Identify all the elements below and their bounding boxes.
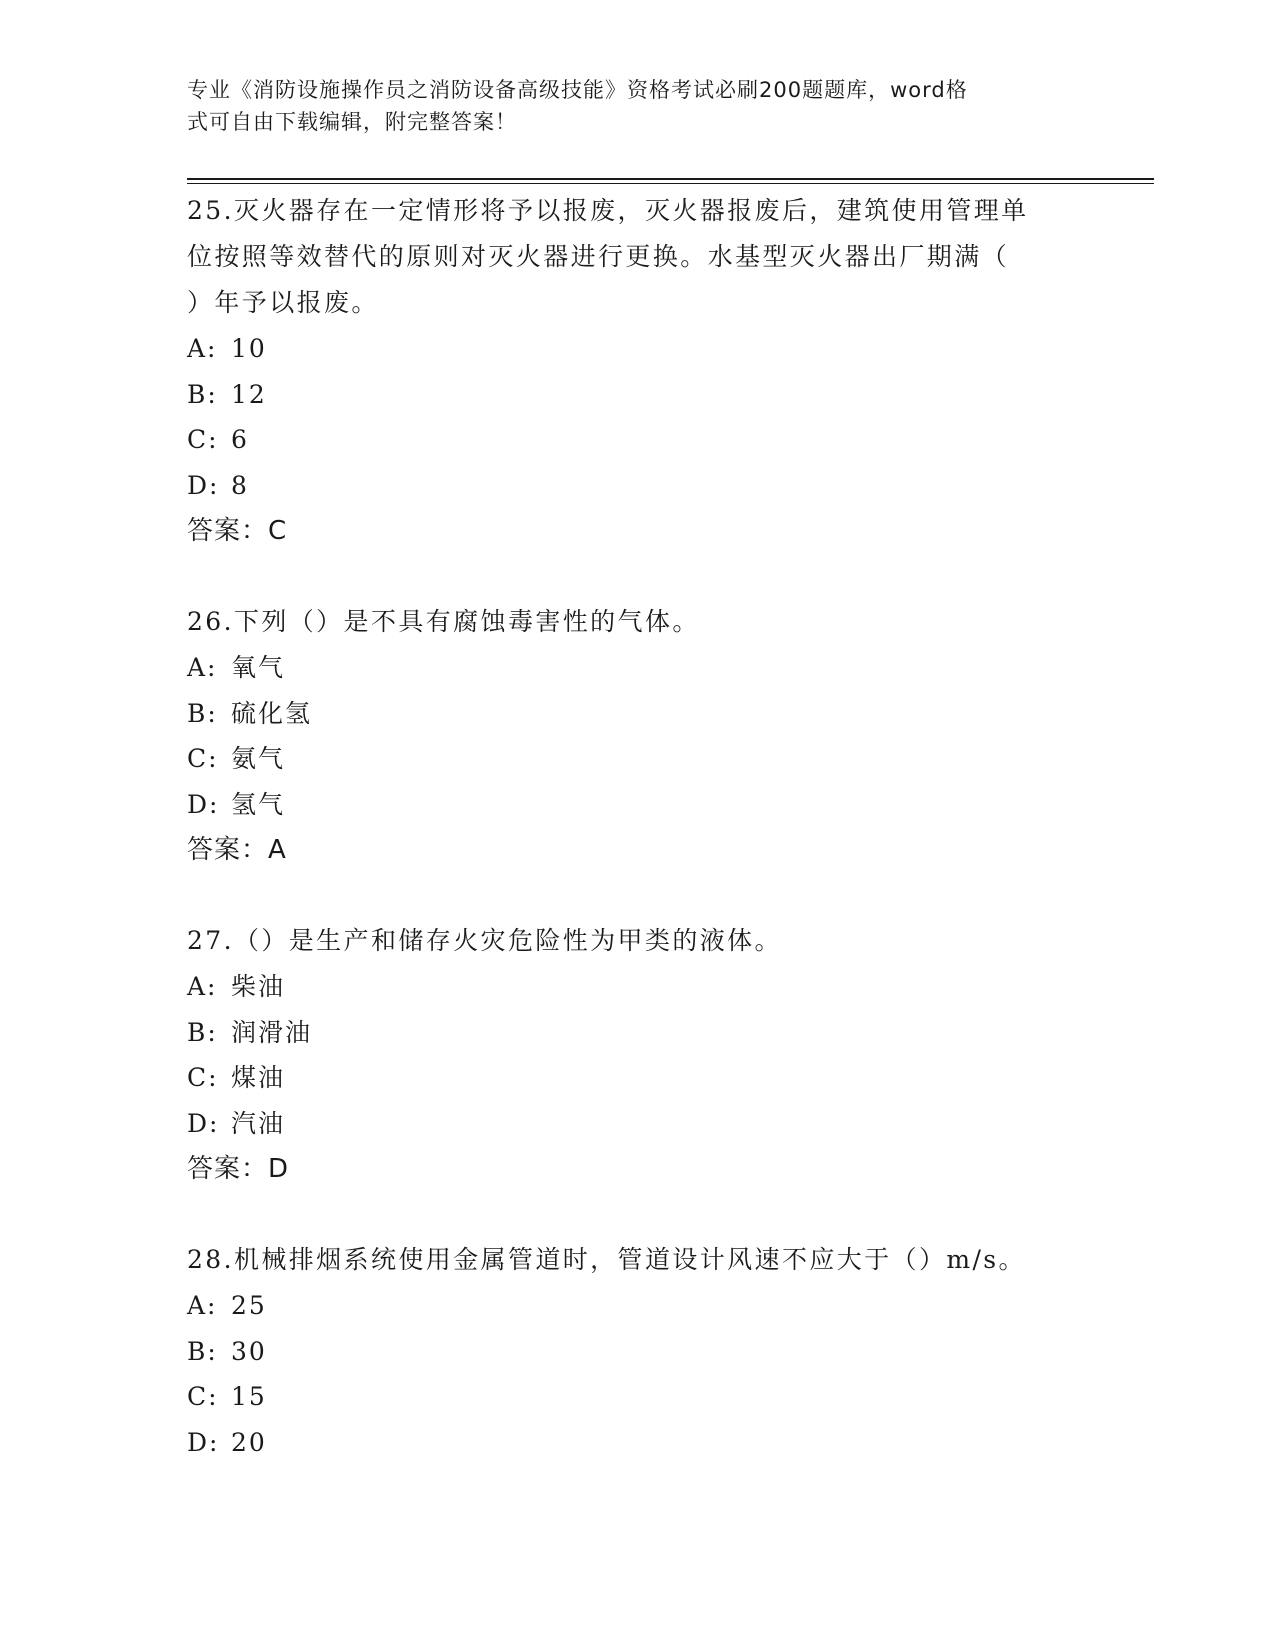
option-letter: C: — [187, 425, 219, 454]
option-text: 煤油 — [231, 1063, 286, 1092]
option-d — [187, 1420, 1087, 1466]
option-letter: C: — [187, 1382, 219, 1411]
question-text-line: 26.下列（）是不具有腐蚀毒害性的气体。 — [187, 607, 700, 636]
header-divider-thick — [187, 178, 1154, 180]
option-text: 氧气 — [231, 653, 286, 682]
option-letter: A: — [187, 1291, 218, 1320]
option-text: 汽油 — [231, 1108, 286, 1138]
header-line: 专业《消防设施操作员之消防设备高级技能》资格考试必刷200题题库，word格 — [187, 78, 968, 102]
option-text: 氢气 — [231, 789, 286, 819]
option-a — [187, 964, 1087, 1010]
option-text: 15 — [231, 1382, 267, 1411]
answer-line: 答案：A — [187, 835, 287, 865]
option-d — [187, 463, 1087, 509]
option-b — [187, 1329, 1087, 1375]
option-a — [187, 645, 1087, 691]
question-27 — [187, 918, 1087, 1192]
option-a — [187, 1283, 1087, 1329]
option-c — [187, 736, 1087, 782]
option-letter: B: — [187, 1017, 218, 1047]
question-text-line: 27.（）是生产和储存火灾危险性为甲类的液体。 — [187, 926, 782, 955]
option-letter: B: — [187, 698, 218, 728]
option-text: 柴油 — [231, 972, 286, 1001]
option-b — [187, 691, 1087, 737]
option-letter: A: — [187, 653, 218, 682]
question-text-line: ）年予以报废。 — [187, 288, 379, 317]
option-letter: C: — [187, 744, 219, 773]
option-c — [187, 417, 1087, 463]
option-letter: B: — [187, 1336, 218, 1366]
option-c — [187, 1055, 1087, 1101]
option-letter: D: — [187, 1427, 220, 1457]
option-b — [187, 1010, 1087, 1056]
option-text: 6 — [231, 425, 249, 454]
answer-line: 答案：D — [187, 1154, 290, 1184]
header-line: 式可自由下载编辑，附完整答案！ — [187, 110, 517, 134]
option-b — [187, 372, 1087, 418]
option-text: 25 — [231, 1291, 267, 1320]
question-text-line: 位按照等效替代的原则对灭火器进行更换。水基型灭火器出厂期满（ — [187, 242, 1010, 271]
option-a — [187, 326, 1087, 372]
option-text: 10 — [231, 334, 267, 363]
document-header — [187, 74, 1087, 138]
option-text: 8 — [231, 470, 249, 500]
answer-line: 答案：C — [187, 516, 288, 546]
option-d — [187, 1101, 1087, 1147]
option-letter: D: — [187, 789, 220, 819]
option-text: 硫化氢 — [231, 698, 313, 728]
question-26 — [187, 599, 1087, 873]
option-c — [187, 1374, 1087, 1420]
header-divider-thin — [187, 183, 1154, 184]
question-25 — [187, 188, 1087, 554]
option-text: 氨气 — [231, 744, 286, 773]
option-text: 润滑油 — [231, 1017, 313, 1047]
question-text-line: 25.灭火器存在一定情形将予以报废，灭火器报废后，建筑使用管理单 — [187, 196, 1029, 225]
question-text-line: 28.机械排烟系统使用金属管道时，管道设计风速不应大于（）m/s。 — [187, 1245, 1026, 1274]
option-letter: C: — [187, 1063, 219, 1092]
option-letter: A: — [187, 334, 218, 363]
option-letter: D: — [187, 1108, 220, 1138]
option-d — [187, 782, 1087, 828]
option-text: 30 — [231, 1336, 267, 1366]
option-letter: D: — [187, 470, 220, 500]
option-letter: B: — [187, 379, 218, 409]
option-text: 12 — [231, 379, 267, 409]
option-text: 20 — [231, 1427, 267, 1457]
question-28 — [187, 1237, 1087, 1465]
question-list — [187, 188, 1087, 1510]
option-letter: A: — [187, 972, 218, 1001]
